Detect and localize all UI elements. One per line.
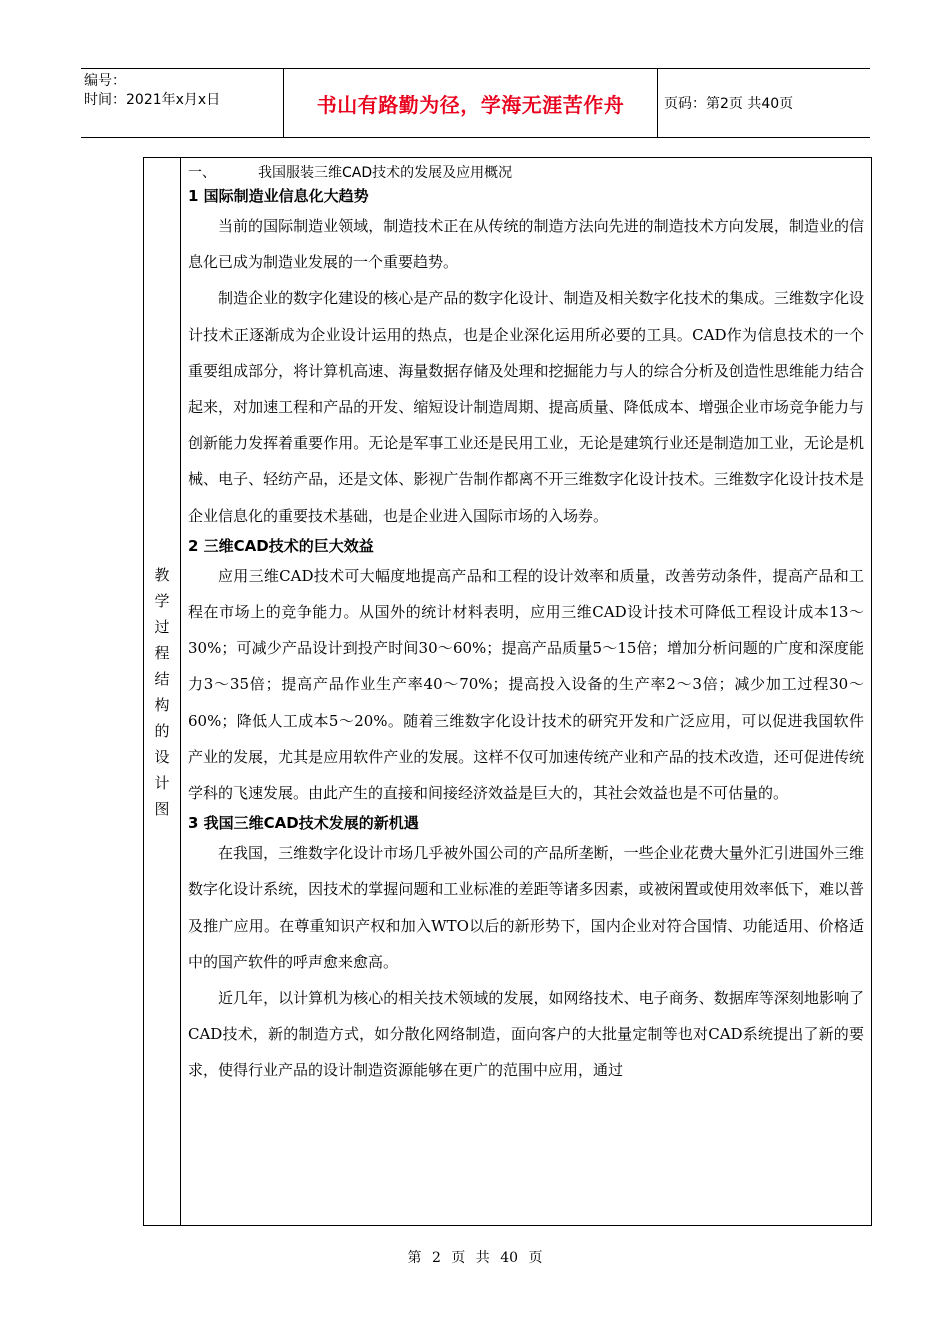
content-cell — [181, 158, 871, 1225]
paragraph: 制造企业的数字化建设的核心是产品的数字化设计、制造及相关数字化技术的集成。三维数字化设计技术正逐渐成为企业设计运用的热点，也是企业深化运用所必要的工具。CAD作为信息技术的一个重要组成部分，将计算机高速、海量数据存储及处理和挖掘能力与人的综合分析及创造性思维能力结合起来，对加速工程和产品的开发、缩短设计制造周期、提高质量、降低成本、增强企业市场竞争能力与创新能力发挥着重要作用。无论是军事工业还是民用工业，无论是建筑行业还是制造加工业，无论是机械、电子、轻纺产品，还是文体、影视广告制作都离不开三维数字化设计技术。三维数字化设计技术是企业信息化的重要技术基础，也是企业进入国际市场的入场券。 — [188, 289, 864, 525]
paragraph: 应用三维CAD技术可大幅度地提高产品和工程的设计效率和质量，改善劳动条件，提高产品和工程在市场上的竞争能力。从国外的统计材料表明，应用三维CAD设计技术可降低工程设计成本13～30%；可减少产品设计到投产时间30～60%；提高产品质量5～15倍；增加分析问题的广度和深度能力3～35倍；提高产品作业生产率40～70%；提高投入设备的生产率2～3倍；减少加工过程30～60%；降低人工成本5～20%。随着三维数字化设计技术的研究开发和广泛应用，可以促进我国软件产业的发展，尤其是应用软件产业的发展。这样不仅可加速传统产业和产品的技术改造，还可促进传统学科的飞速发展。由此产生的直接和间接经济效益是巨大的，其社会效益也是不可估量的。 — [188, 566, 864, 803]
subsection-title: 1 国际制造业信息化大趋势 — [188, 187, 369, 205]
page-footer: 第 2 页 共 40 页 — [407, 1250, 543, 1266]
motto: 书山有路勤为径，学海无涯苦作舟 — [284, 69, 658, 137]
paragraph: 在我国，三维数字化设计市场几乎被外国公司的产品所垄断，一些企业花费大量外汇引进国外三维数字化设计系统，因技术的掌握问题和工业标准的差距等诸多因素，或被闲置或使用效率低下，难以普及推广应用。在尊重知识产权和加入WTO以后的新形势下，国内企业对符合国情、功能适用、价格适中的国产软件的呼声愈来愈高。 — [188, 844, 864, 971]
page-info: 页码：第2页 共40页 — [664, 96, 794, 112]
paragraph: 当前的国际制造业领域，制造技术正在从传统的制造方法向先进的制造技术方向发展，制造业的信息化已成为制造业发展的一个重要趋势。 — [188, 217, 864, 272]
section-title-text: 我国服装三维CAD技术的发展及应用概况 — [258, 165, 513, 181]
page-header — [81, 68, 870, 138]
section-number: 一、 — [188, 165, 216, 181]
subsection-title: 2 三维CAD技术的巨大效益 — [188, 536, 374, 555]
side-label: 教学过程结构的设计图 — [154, 565, 170, 818]
paragraph: 近几年，以计算机为核心的相关技术领域的发展，如网络技术、电子商务、数据库等深刻地影响了CAD技术，新的制造方式，如分散化网络制造，面向客户的大批量定制等也对CAD系统提出了新的要求，使得行业产品的设计制造资源能够在更广的范围中应用，通过 — [188, 989, 864, 1080]
number-label: 编号： — [84, 73, 126, 89]
section-title — [188, 162, 864, 184]
header-meta — [81, 69, 284, 137]
subsection-title: 3 我国三维CAD技术发展的新机遇 — [188, 814, 419, 833]
time-label: 时间：2021年x月x日 — [84, 92, 221, 108]
content-table — [143, 157, 872, 1226]
side-column — [144, 158, 181, 1225]
